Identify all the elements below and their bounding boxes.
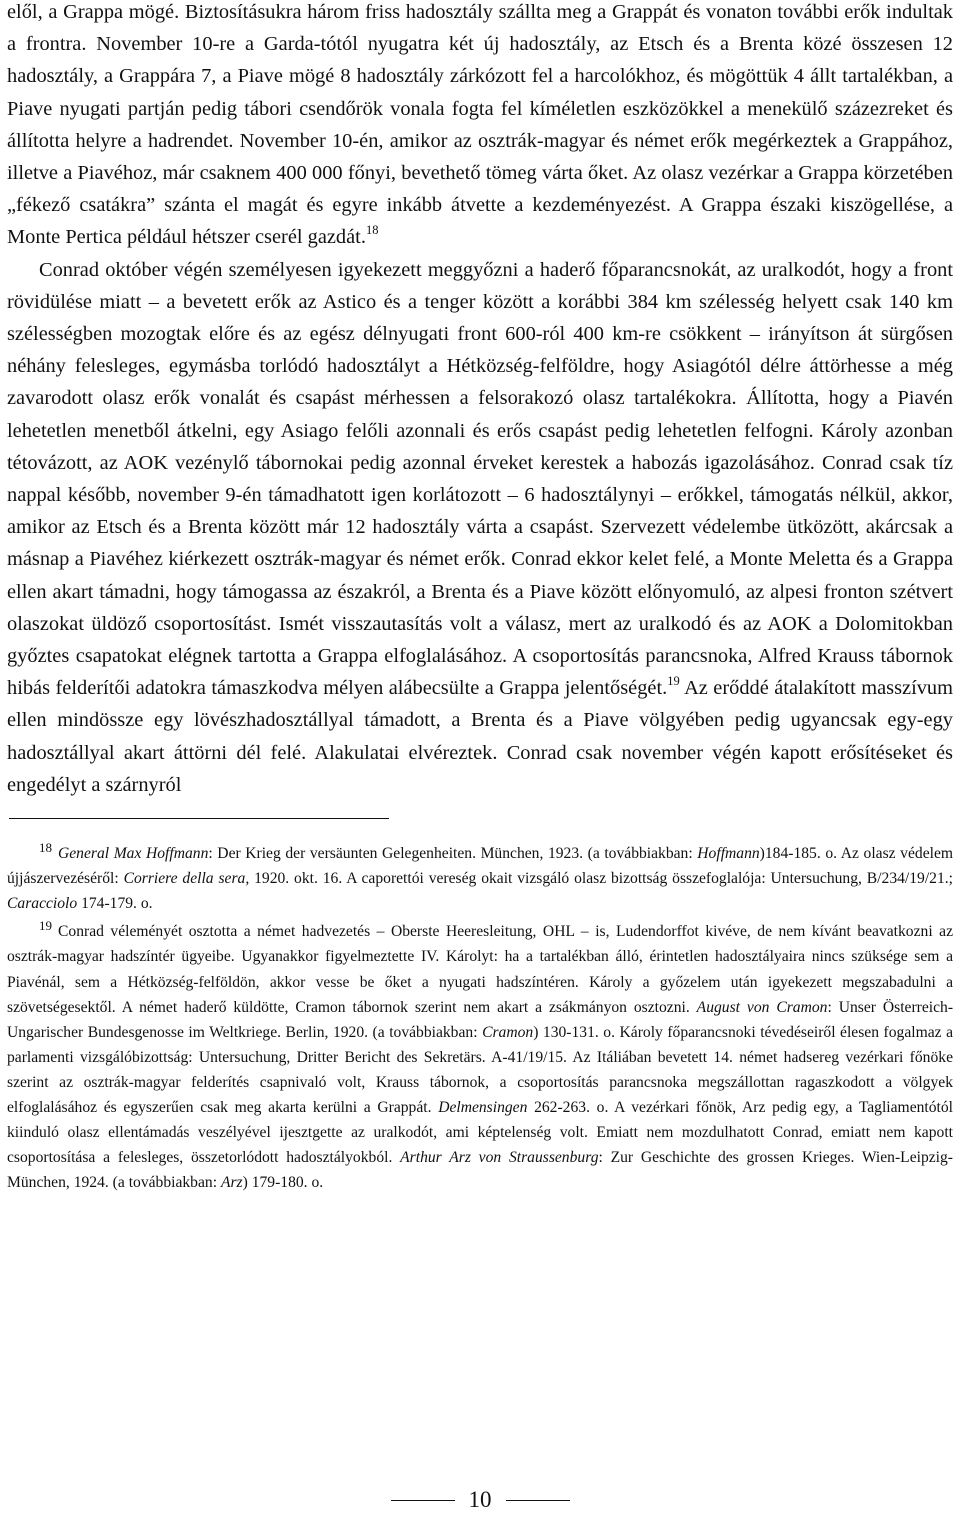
page-number-dash-left (391, 1500, 455, 1501)
footnote-19-arz-author: Arthur Arz von Straussenburg (400, 1149, 599, 1167)
footnote-18-text-b: )184-185. o. Az olasz védelem újjászervezéséről: (7, 845, 953, 888)
footnote-19-text-c: ) 130-131. o. Károly főparancsnoki tévedéseiről élesen fogalmaz a parlamenti vizsgálóbizottság: Untersuchung, Dritter Bericht des Sekretärs. A-41/19/15. Az Itáliában bevetett 14. német hadsereg vezérkari főnöke szerint az osztrák-magyar felderítés csapnivaló volt, Krauss tábornok, a csoportosítás parancsnoka megszállottan ragaszkodott a völgyek elfoglalásához és egyszerűen csak meg akarta kerülni a Grappát. (7, 1023, 953, 1117)
paragraph-2-text-part1: Conrad október végén személyesen igyekezett meggyőzni a haderő főparancsnokát, az uralkodót, hogy a front rövidülése miatt – a bevetett erők az Astico és a tenger között a korábbi 384 km szélesség helyett csak 140 km szélességben mozogtak előre és az egész délnyugati front 600-ról 400 km-re csökkent – irányítson át sürgősen néhány felesleges, egymásba torlódó hadosztályt a Hétközség-felföldre, hogy Asiagótól délre áttörhesse a még zavarodott olasz erők vonalát és csapást mérhessen a felsorakozó olasz tartalékokra. Állította, hogy a Piavén lehetetlen menetből átkelni, egy Asiago felőli azonnali és erős csapást pedig lehetetlen felfogni. Károly azonban tétovázott, az AOK vezénylő tábornokai pedig azonnal érveket kerestek a habozás igazolásához. Conrad csak tíz nappal később, november 9-én támadhatott igen korlátozott – 6 hadosztálynyi – erőkkel, támogatás nélkül, akkor, amikor az Etsch és a Brenta között már 12 hadosztály várta a csapást. Szervezett védelembe ütközött, akárcsak a másnap a Piavéhez kiérkezett osztrák-magyar és német erők. Conrad ekkor kelet felé, a Monte Meletta és a Grappa ellen akart támadni, hogy támogassa az északról, a Brenta és a Piave között előnyomuló, az alpesi fronton szétvert olaszokat üldöző csoportosítást. Ismét visszautasítás volt a válasz, mert az uralkodó és az AOK a Dolomitokban győztes csapatokat elégnek tartotta a Grappa elfoglalásához. A csoportosítás parancsnoka, Alfred Krauss tábornok hibás felderítői adatokra támaszkodva mélyen alábecsülte a Grappa jelentőségét. (7, 258, 953, 700)
footnote-18 (7, 841, 953, 916)
paragraph-1-text: elől, a Grappa mögé. Biztosításukra három friss hadosztály szállta meg a Grappát és vonaton további erők indultak a frontra. November 10-re a Garda-tótól nyugatra két új hadosztály, az Etsch és a Brenta közé összesen 12 hadosztály, a Grappára 7, a Piave mögé 8 hadosztály zárkózott fel a harcolókhoz, és mögöttük 4 állt tartalékban, a Piave nyugati partján pedig tábori csendőrök vonala fogta fel kíméletlen eszközökkel a menekülő százezreket és állította helyre a hadrendet. November 10-én, amikor az osztrák-magyar és német erők megérkeztek a Grappához, illetve a Piavéhoz, már csaknem 400 000 főnyi, bevethető tömeg várta őket. Az olasz vezérkar a Grappa körzetében „fékező csatákra” szánta el magát és egyre inkább átvette a kezdeményezést. A Grappa északi kiszögellése, a Monte Pertica például hétszer cserél gazdát. (7, 1, 953, 249)
page-number (0, 1485, 960, 1515)
footnote-19 (7, 919, 953, 1195)
footnote-18-text-a: : Der Krieg der versäunten Gelegenheiten. München, 1923. (a továbbiakban: (208, 845, 698, 863)
footnote-19-cramon-short: Cramon (482, 1023, 534, 1041)
paragraph-2 (7, 254, 953, 801)
paragraph-1 (7, 0, 953, 254)
footnote-19-delmensingen: Delmensingen (438, 1099, 528, 1117)
footnote-18-caracciolo: Caracciolo (7, 895, 78, 913)
footnote-ref-19[interactable]: 19 (667, 674, 680, 689)
page-number-dash-right (506, 1500, 570, 1501)
footnote-separator (9, 818, 389, 819)
footnote-18-text-c: 1920. okt. 16. A caporettói vereség okait vizsgáló olasz bizottság összefoglalója: Untersuchung, B/234/19/21.; (249, 870, 953, 888)
body-text (7, 0, 953, 801)
footnote-19-cramon-author: August von Cramon (696, 998, 828, 1016)
footnote-18-author: General Max Hoffmann (58, 845, 209, 863)
footnote-18-text-d: 174-179. o. (77, 895, 153, 913)
footnote-19-text-e: : Zur Geschichte des grossen Krieges. Wien-Leipzig-München, 1924. (a továbbiakban: (7, 1149, 953, 1192)
page-number-value: 10 (468, 1487, 492, 1512)
footnote-18-short-title: Hoffmann (697, 845, 760, 863)
footnote-ref-18[interactable]: 18 (365, 223, 379, 238)
footnote-19-text-f: ) 179-180. o. (242, 1174, 324, 1192)
footnote-19-text-d: 262-263. o. A vezérkari főnök, Arz pedig egy, a Tagliamentótól kiinduló olasz ellentámadás veszélyével ijesztgette az uralkodót, ami képtelenség volt. Emiatt nem mozdulhatott Conrad, emiatt nem kapott csoportosítása a felesleges, összetorlódott hadosztályokból. (7, 1099, 953, 1167)
footnote-19-text-a: Conrad véleményét osztotta a német hadvezetés – Oberste Heeresleitung, OHL – is, Ludendorffot kivéve, de nem kívánt beavatkozni az osztrák-magyar hadszíntér ügyeibe. Ugyanakkor figyelmeztette IV. Károlyt: ha a tartalékban álló, érintetlen hadosztályaira nincs szüksége sem a Piavénál, sem a Hétközség-felföldön, akkor vesse be őket a nyugati hadszíntéren. Károly a győzelem után igyekezett megszabadulni a szövetségesektől. A német haderő küldötte, Cramon tábornok szerint nem akart a zsákmányon osztozni. (7, 923, 953, 1016)
footnote-18-number: 18 (39, 840, 52, 856)
footnote-19-text-b: : Unser Österreich-Ungarischer Bundesgenosse im Weltkriege. Berlin, 1920. (a továbbiakban: (7, 998, 954, 1041)
footnote-19-number: 19 (39, 918, 52, 934)
footnote-19-arz-short: Arz (220, 1174, 243, 1192)
footnote-18-newspaper: Corriere della sera, (123, 870, 250, 888)
paragraph-2-text-part2: Az erőddé átalakított masszívum ellen mindössze egy lövészhadosztállyal támadott, a Brenta és a Piave völgyében pedig ugyancsak egy-egy hadosztállyal akart áttörni dél felé. Alakulatai elvéreztek. Conrad csak november végén kapott erősítéseket és engedélyt a szárnyról (7, 677, 953, 796)
